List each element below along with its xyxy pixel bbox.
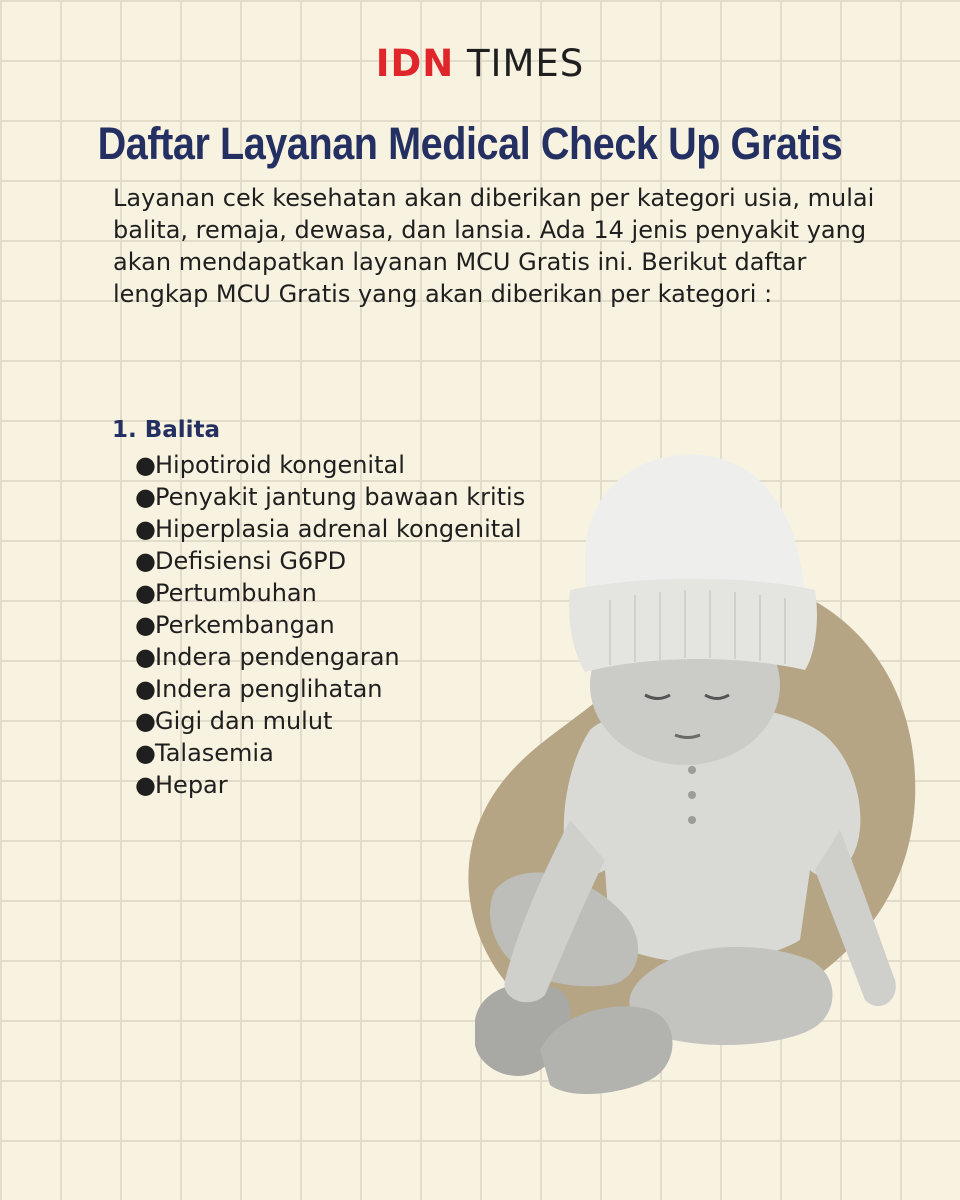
list-item-label: Hepar: [155, 771, 228, 799]
section-title-balita: 1. Balita: [112, 417, 221, 443]
list-item: ●Penyakit jantung bawaan kritis: [135, 483, 526, 511]
list-item-label: Indera pendengaran: [155, 643, 400, 671]
list-item-label: Talasemia: [155, 739, 274, 767]
shirt-button: [688, 791, 696, 799]
page-title: Daftar Layanan Medical Check Up Gratis: [97, 118, 843, 169]
list-item-label: Defisiensi G6PD: [155, 547, 347, 575]
list-item: ●Defisiensi G6PD: [135, 547, 347, 575]
list-item-label: Pertumbuhan: [155, 579, 317, 607]
list-item: ●Hepar: [135, 771, 228, 799]
list-item: ●Indera pendengaran: [135, 643, 400, 671]
list-item-label: Indera penglihatan: [155, 675, 383, 703]
list-item: ●Gigi dan mulut: [135, 707, 333, 735]
list-item: ●Perkembangan: [135, 611, 335, 639]
list-item: ●Hipotiroid kongenital: [135, 451, 405, 479]
list-item-label: Hiperplasia adrenal kongenital: [155, 515, 522, 543]
brand-logo-idn: IDN: [375, 42, 455, 85]
list-item-label: Gigi dan mulut: [155, 707, 333, 735]
list-item-label: Hipotiroid kongenital: [155, 451, 405, 479]
list-item: ●Talasemia: [135, 739, 274, 767]
shirt-button: [688, 766, 696, 774]
brand-logo: [0, 42, 960, 85]
baby-beanie-band: [569, 579, 817, 672]
list-item-label: Perkembangan: [155, 611, 335, 639]
list-item-label: Penyakit jantung bawaan kritis: [155, 483, 526, 511]
list-item: ●Pertumbuhan: [135, 579, 317, 607]
list-item: ●Hiperplasia adrenal kongenital: [135, 515, 522, 543]
shirt-button: [688, 816, 696, 824]
baby-photo-illustration: [420, 440, 940, 1120]
list-item: ●Indera penglihatan: [135, 675, 383, 703]
brand-logo-times: TIMES: [466, 42, 585, 85]
intro-paragraph: Layanan cek kesehatan akan diberikan per kategori usia, mulai balita, remaja, dewasa, dan lansia. Ada 14 jenis penyakit yang akan mendapatkan layanan MCU Gratis ini. Berikut daftar lengkap MCU Gratis yang akan diberikan per kategori :: [113, 184, 875, 308]
